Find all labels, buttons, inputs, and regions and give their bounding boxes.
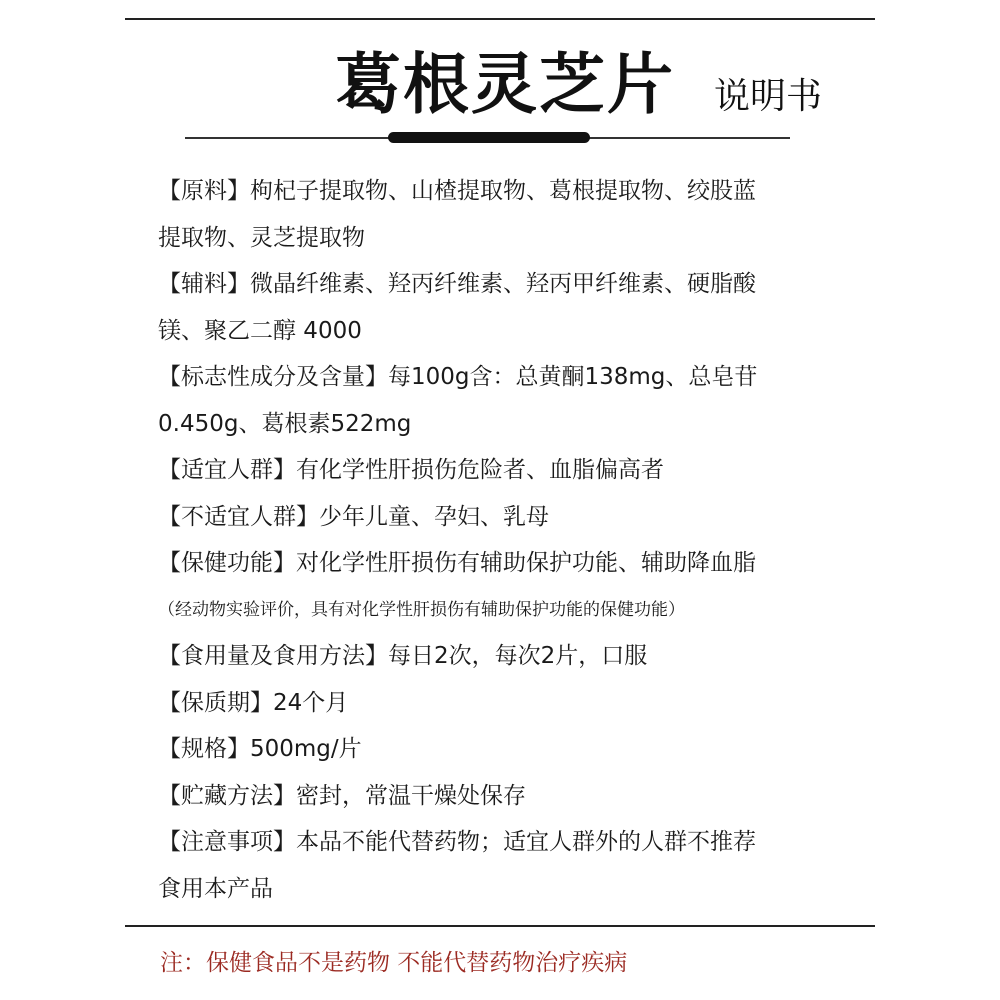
- precautions-line-2: 食用本产品: [158, 875, 273, 902]
- title-accent-bar: [388, 132, 590, 143]
- health-function-line: 【保健功能】对化学性肝损伤有辅助保护功能、辅助降血脂: [158, 550, 756, 576]
- excipients-line-2: 镁、聚乙二醇 4000: [158, 317, 362, 344]
- instruction-body: [158, 168, 838, 912]
- suitable-population-line: 【适宜人群】有化学性肝损伤危险者、血脂偏高者: [158, 457, 664, 483]
- product-title: 葛根灵芝片: [335, 46, 675, 123]
- marker-components-line-1: 【标志性成分及含量】每100g含：总黄酮138mg、总皂苷: [158, 364, 758, 390]
- ingredients-line-1: 【原料】枸杞子提取物、山楂提取物、葛根提取物、绞股蓝: [158, 178, 756, 204]
- excipients-line-1: 【辅料】微晶纤维素、羟丙纤维素、羟丙甲纤维素、硬脂酸: [158, 271, 756, 297]
- specification-line: 【规格】500mg/片: [158, 736, 362, 762]
- bottom-divider: [125, 925, 875, 927]
- health-function-note: （经动物实验评价，具有对化学性肝损伤有辅助保护功能的保健功能）: [158, 599, 685, 620]
- unsuitable-population-line: 【不适宜人群】少年儿童、孕妇、乳母: [158, 503, 549, 530]
- ingredients-line-2: 提取物、灵芝提取物: [158, 224, 365, 251]
- dosage-line: 【食用量及食用方法】每日2次，每次2片，口服: [158, 643, 648, 669]
- disclaimer-note: 注：保健食品不是药物 不能代替药物治疗疾病: [160, 950, 628, 976]
- shelf-life-line: 【保质期】24个月: [158, 689, 349, 716]
- precautions-line-1: 【注意事项】本品不能代替药物；适宜人群外的人群不推荐: [158, 829, 756, 855]
- storage-line: 【贮藏方法】密封，常温干燥处保存: [158, 782, 526, 809]
- document-subtitle: 说明书: [714, 76, 823, 117]
- marker-components-line-2: 0.450g、葛根素522mg: [158, 410, 412, 437]
- top-divider: [125, 18, 875, 20]
